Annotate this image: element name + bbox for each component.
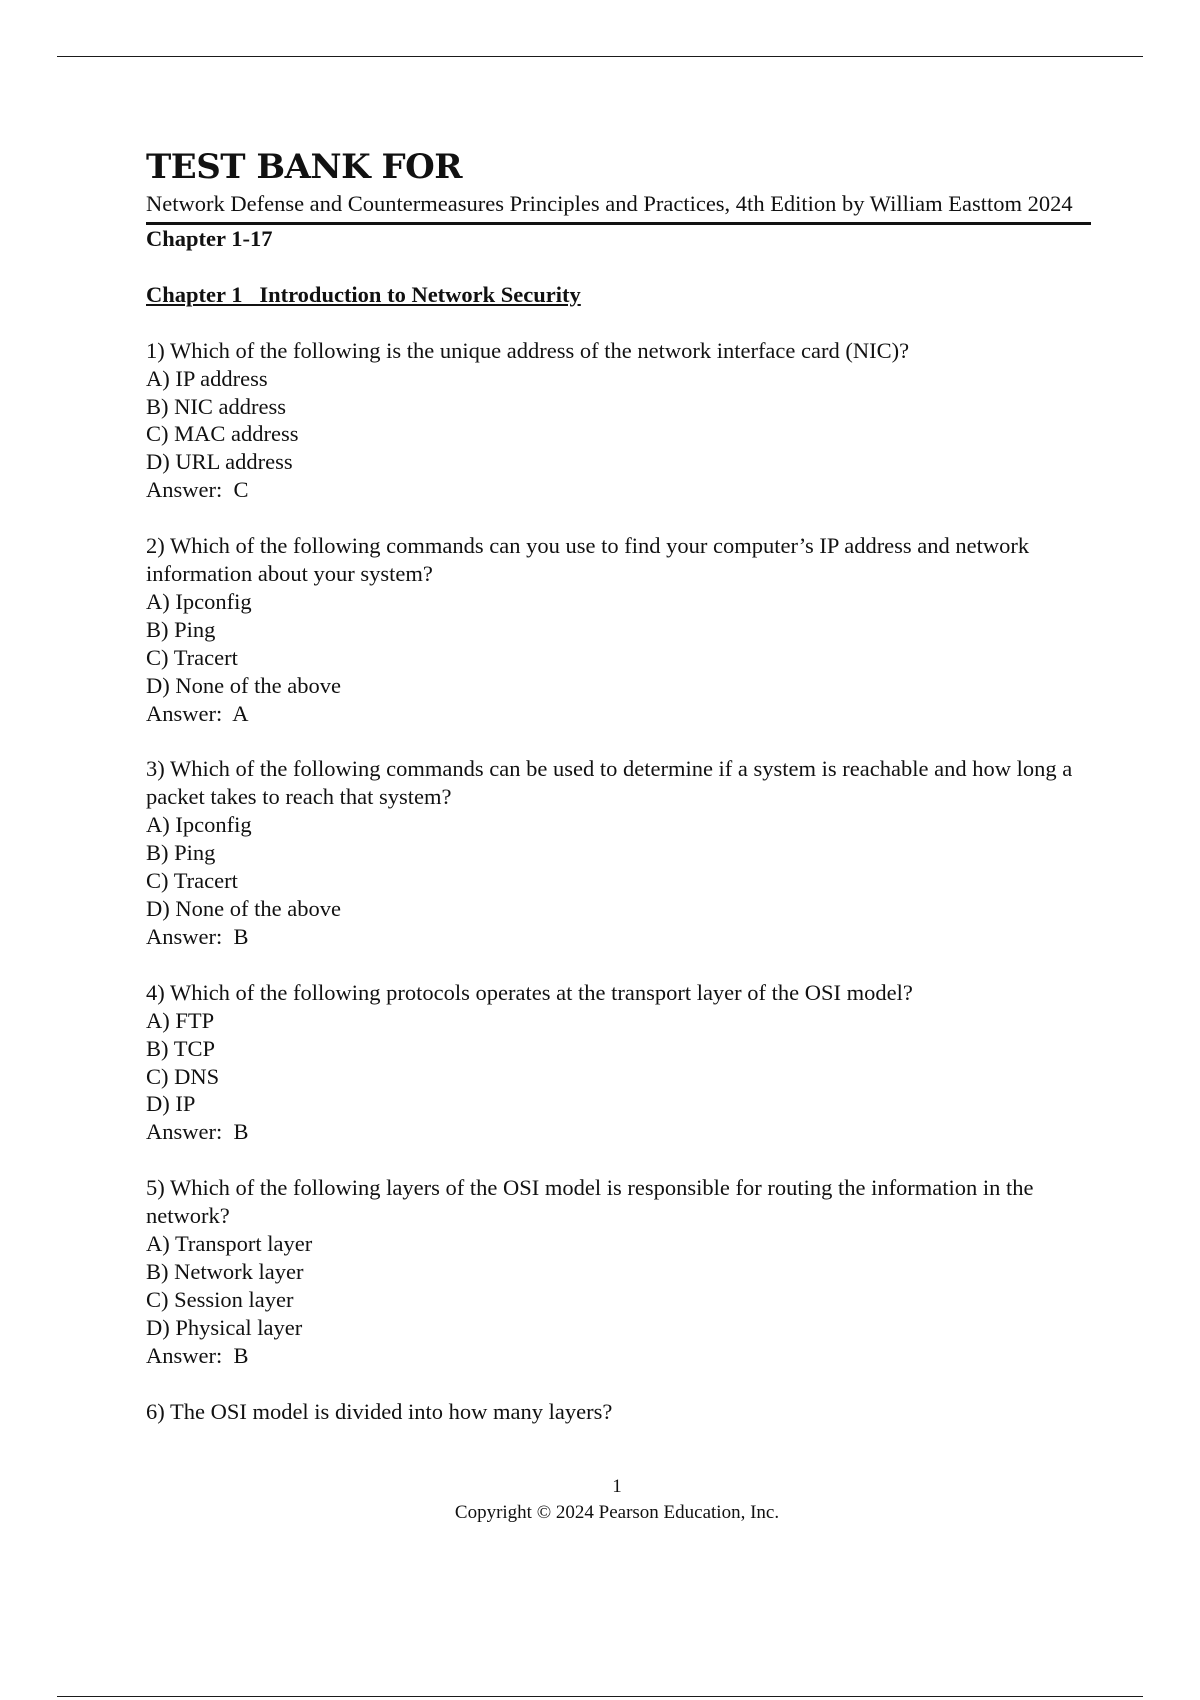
answer-option: B) Ping [146,840,216,866]
correct-answer: Answer: B [146,1119,249,1145]
answer-option: B) NIC address [146,393,286,419]
answer-option: C) MAC address [146,421,299,447]
question-item [146,979,1091,1146]
answer-option: A) Transport layer [146,1231,313,1257]
copyright-notice: Copyright © 2024 Pearson Education, Inc. [454,1502,780,1523]
correct-answer: Answer: A [146,700,249,726]
answer-option: A) IP address [146,365,268,391]
question-stem: 4) Which of the following protocols operates at the transport layer of the OSI model? [146,979,913,1005]
answer-option: D) None of the above [146,672,341,698]
question-item [146,1174,1091,1369]
answer-option: D) Physical layer [146,1314,303,1340]
answer-option: D) IP [146,1091,196,1117]
question-stem: 5) Which of the following layers of the OSI model is responsible for routing the information in the network? [146,1175,1034,1229]
question-stem: 6) The OSI model is divided into how many layers? [146,1398,613,1424]
chapter-range: Chapter 1-17 [146,225,273,251]
chapter-heading: Chapter 1 Introduction to Network Security [146,281,581,307]
document-subtitle: Network Defense and Countermeasures Principles and Practices, 4th Edition by William Easttom 2024 [146,190,1073,216]
answer-option: C) DNS [146,1063,220,1089]
page-number: 1 [612,1476,622,1497]
page-bottom-rule [57,1696,1143,1697]
correct-answer: Answer: B [146,923,249,949]
document-title: TEST BANK FOR [146,147,463,187]
answer-option: B) TCP [146,1035,215,1061]
answer-option: D) None of the above [146,896,341,921]
question-item [146,532,1091,727]
question-item [146,1398,1091,1426]
question-item [146,755,1091,950]
page-top-rule [57,56,1143,57]
question-stem: 3) Which of the following commands can be used to determine if a system is reachable and how long a packet takes to reach that system? [146,756,1073,810]
question-stem: 1) Which of the following is the unique address of the network interface card (NIC)? [146,337,910,363]
question-stem: 2) Which of the following commands can you use to find your computer’s IP address and network information about your system? [146,533,1030,587]
answer-option: B) Ping [146,616,216,642]
answer-option: C) Tracert [146,644,238,670]
answer-option: B) Network layer [146,1258,304,1284]
answer-option: A) Ipconfig [146,588,252,614]
correct-answer: Answer: B [146,1342,249,1368]
answer-option: A) Ipconfig [146,812,252,838]
question-item [146,337,1091,504]
correct-answer: Answer: C [146,477,249,503]
document-body [146,147,1091,1426]
answer-option: C) Session layer [146,1286,294,1312]
answer-option: C) Tracert [146,868,238,894]
answer-option: D) URL address [146,449,293,475]
answer-option: A) FTP [146,1007,215,1033]
